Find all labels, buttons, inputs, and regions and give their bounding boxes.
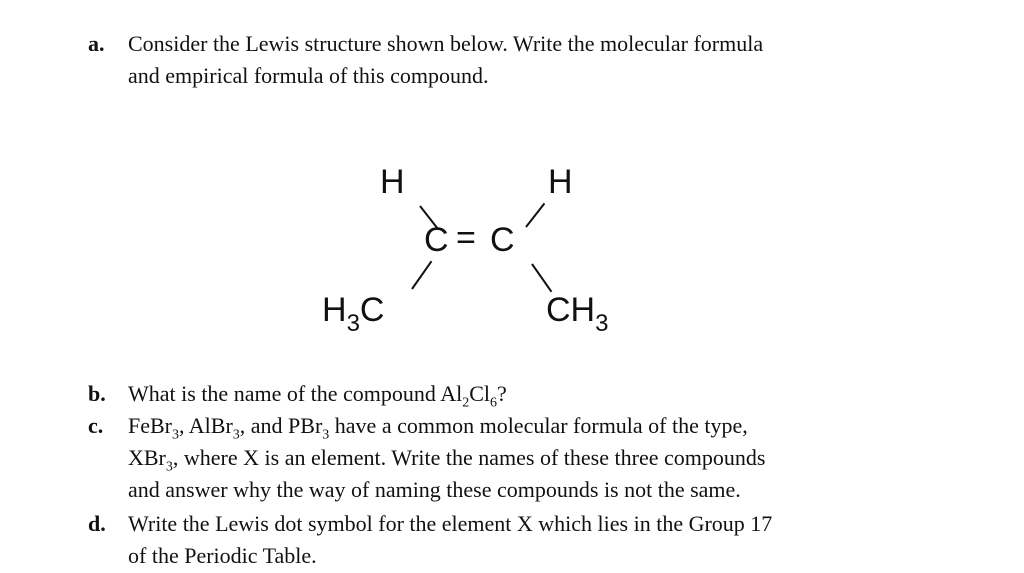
bond-c-right-ch3 xyxy=(531,263,552,292)
question-a-line1: Consider the Lewis structure shown below. Write the molecular formula xyxy=(128,31,764,56)
atom-c-right: C xyxy=(490,221,515,259)
double-bond: = xyxy=(456,219,476,257)
ch3-right-subscript: 3 xyxy=(595,310,609,337)
question-b-sub1: 2 xyxy=(462,395,470,411)
question-b-label: b. xyxy=(88,381,106,406)
question-c-label: c. xyxy=(88,413,104,438)
question-b-text-mid: Cl xyxy=(469,381,490,406)
question-b-text-pre: What is the name of the compound Al xyxy=(128,381,463,406)
q-c-l1-c: , and PBr xyxy=(239,413,323,438)
question-d-label: d. xyxy=(88,511,106,536)
q-c-l1-a: FeBr xyxy=(128,413,172,438)
q-c-l1-s1: 3 xyxy=(172,427,179,443)
q-c-l1-b: , AlBr xyxy=(179,413,233,438)
ch3-left-h: H xyxy=(322,291,347,329)
group-ch3-left xyxy=(322,290,385,337)
q-c-l1-s3: 3 xyxy=(322,427,330,443)
question-a-line2: and empirical formula of this compound. xyxy=(128,63,489,88)
ch3-left-c: C xyxy=(359,291,385,329)
atom-h-right: H xyxy=(548,163,573,201)
bond-h-right-c xyxy=(525,203,545,228)
q-c-l1-d: have a common molecular formula of the type, xyxy=(329,413,748,438)
atom-h-left: H xyxy=(380,163,405,201)
ch3-right-ch: CH xyxy=(546,291,596,329)
question-b-text-post: ? xyxy=(497,381,507,406)
question-d-line1: Write the Lewis dot symbol for the element X which lies in the Group 17 xyxy=(128,511,773,536)
q-c-l2-a: XBr xyxy=(128,445,166,470)
q-c-l2-b: , where X is an element. Write the names of these three compounds xyxy=(172,445,766,470)
question-a-label: a. xyxy=(88,31,105,56)
bond-c-left-ch3 xyxy=(411,261,432,290)
lewis-structure xyxy=(300,150,660,350)
group-ch3-right xyxy=(546,290,609,337)
question-c-line3: and answer why the way of naming these compounds is not the same. xyxy=(128,477,741,502)
q-c-l2-s1: 3 xyxy=(165,459,173,475)
atom-c-left: C xyxy=(424,221,449,259)
ch3-left-subscript: 3 xyxy=(346,310,360,337)
q-c-l1-s2: 3 xyxy=(232,427,240,443)
question-d-line2: of the Periodic Table. xyxy=(128,543,317,568)
question-b-sub2: 6 xyxy=(490,395,497,411)
